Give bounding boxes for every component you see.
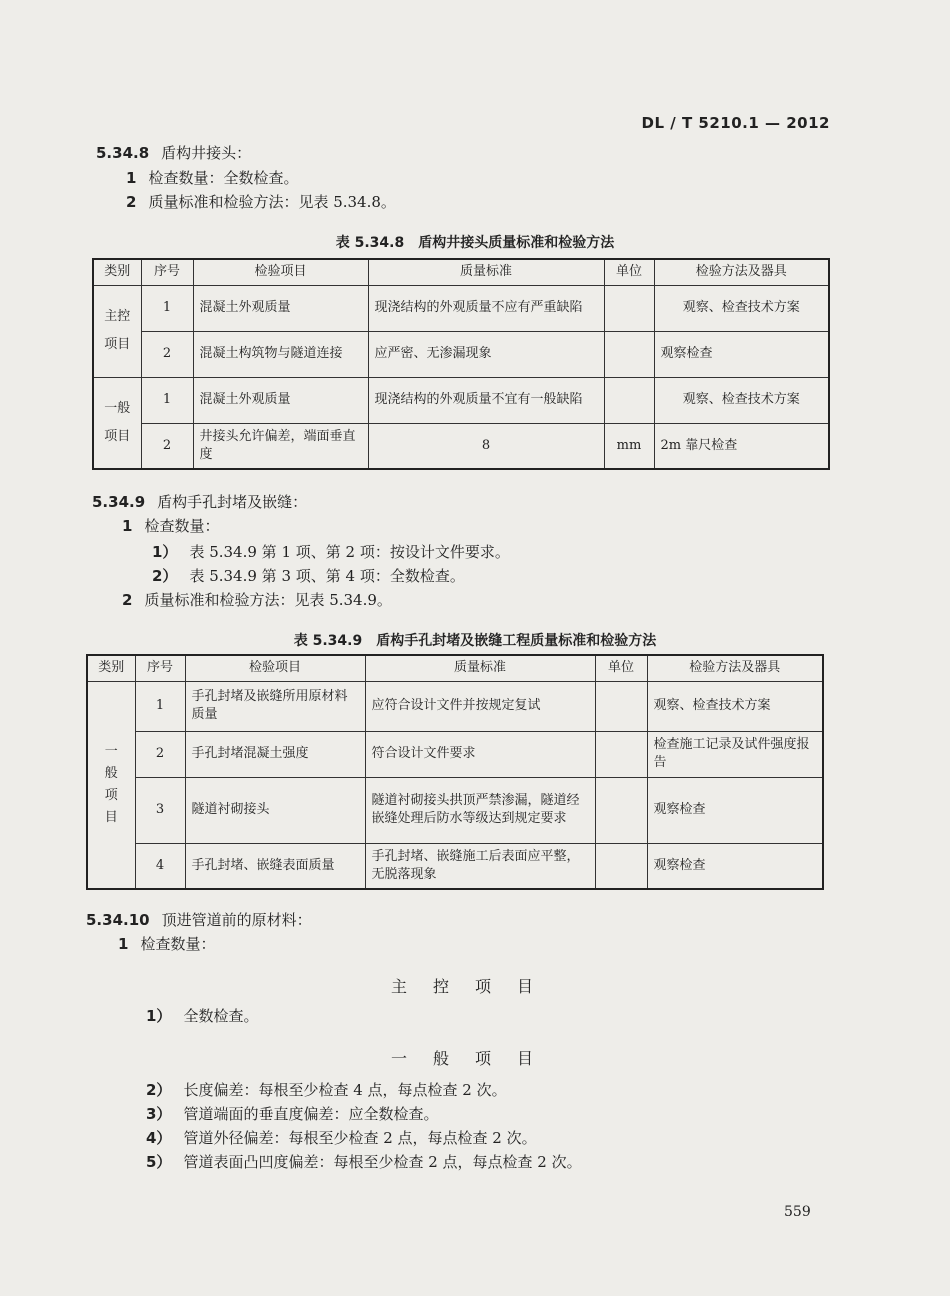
- header-unit: 单位: [604, 259, 654, 285]
- clause-5-34-9-sub-1: 1） 表 5.34.9 第 1 项、第 2 项：按设计文件要求。: [152, 543, 510, 561]
- header-category: 类别: [87, 655, 135, 681]
- header-item: 检验项目: [193, 259, 368, 285]
- clause-5-34-9-item-1: 1 检查数量：: [122, 517, 220, 535]
- clause-5-34-8-item-1: 1 检查数量：全数检查。: [126, 169, 299, 187]
- table-row: 主控项目 1 混凝土外观质量 现浇结构的外观质量不应有严重缺陷 观察、检查技术方案: [93, 285, 829, 331]
- header-method: 检验方法及器具: [654, 259, 829, 285]
- table-5-34-9: [86, 654, 824, 890]
- table-5-34-9-caption: 表 5.34.9 盾构手孔封堵及嵌缝工程质量标准和检验方法: [293, 633, 657, 649]
- header-standard: 质量标准: [365, 655, 595, 681]
- header-item: 检验项目: [185, 655, 365, 681]
- table-5-34-8-caption: 表 5.34.8 盾构井接头质量标准和检验方法: [335, 235, 615, 251]
- category-general-vertical: 一 般 项 目: [87, 681, 135, 889]
- table-header-row: [87, 655, 823, 681]
- main-control-sub-1: 1） 全数检查。: [146, 1007, 259, 1025]
- header-category: 类别: [93, 259, 141, 285]
- table-5-34-8: [92, 258, 830, 470]
- table-row: 2 混凝土构筑物与隧道连接 应严密、无渗漏现象 观察检查: [93, 331, 829, 377]
- header-unit: 单位: [595, 655, 647, 681]
- general-sub-4: 4） 管道外径偏差：每根至少检查 2 点，每点检查 2 次。: [146, 1129, 537, 1147]
- table-row: 4 手孔封堵、嵌缝表面质量 手孔封堵、嵌缝施工后表面应平整，无脱落现象 观察检查: [87, 843, 823, 889]
- page-number: 559: [784, 1204, 811, 1220]
- general-items-heading: 一般项目: [390, 1049, 559, 1068]
- table-row: 3 隧道衬砌接头 隧道衬砌接头拱顶严禁渗漏，隧道经嵌缝处理后防水等级达到规定要求 观察检查: [87, 777, 823, 843]
- table-row: 一般项目 1 混凝土外观质量 现浇结构的外观质量不宜有一般缺陷 观察、检查技术方案: [93, 377, 829, 423]
- table-row: 一 般 项 目 1 手孔封堵及嵌缝所用原材料质量 应符合设计文件并按规定复试 观察、检查技术方案: [87, 681, 823, 731]
- table-row: 2 手孔封堵混凝土强度 符合设计文件要求 检查施工记录及试件强度报告: [87, 731, 823, 777]
- clause-5-34-10-item-1: 1 检查数量：: [118, 935, 216, 953]
- main-control-heading: 主控项目: [390, 977, 559, 996]
- table-row: 2 井接头允许偏差，端面垂直度 8 mm 2m 靠尺检查: [93, 423, 829, 469]
- clause-5-34-8-heading: 5.34.8 盾构井接头：: [96, 144, 252, 162]
- standard-code-header: DL / T 5210.1 — 2012: [641, 114, 830, 132]
- clause-5-34-9-heading: 5.34.9 盾构手孔封堵及嵌缝：: [92, 493, 308, 511]
- clause-5-34-9-sub-2: 2） 表 5.34.9 第 3 项、第 4 项：全数检查。: [152, 567, 465, 585]
- header-standard: 质量标准: [368, 259, 604, 285]
- category-main-control: 主控项目: [93, 285, 141, 377]
- general-sub-2: 2） 长度偏差：每根至少检查 4 点，每点检查 2 次。: [146, 1081, 507, 1099]
- clause-5-34-8-item-2: 2 质量标准和检验方法：见表 5.34.8。: [126, 193, 396, 211]
- clause-5-34-10-heading: 5.34.10 顶进管道前的原材料：: [86, 911, 312, 929]
- header-method: 检验方法及器具: [647, 655, 823, 681]
- general-sub-5: 5） 管道表面凸凹度偏差：每根至少检查 2 点，每点检查 2 次。: [146, 1153, 582, 1171]
- general-sub-3: 3） 管道端面的垂直度偏差：应全数检查。: [146, 1105, 439, 1123]
- header-seq: 序号: [135, 655, 185, 681]
- header-seq: 序号: [141, 259, 193, 285]
- category-general: 一般项目: [93, 377, 141, 469]
- clause-5-34-9-item-2: 2 质量标准和检验方法：见表 5.34.9。: [122, 591, 392, 609]
- table-header-row: [93, 259, 829, 285]
